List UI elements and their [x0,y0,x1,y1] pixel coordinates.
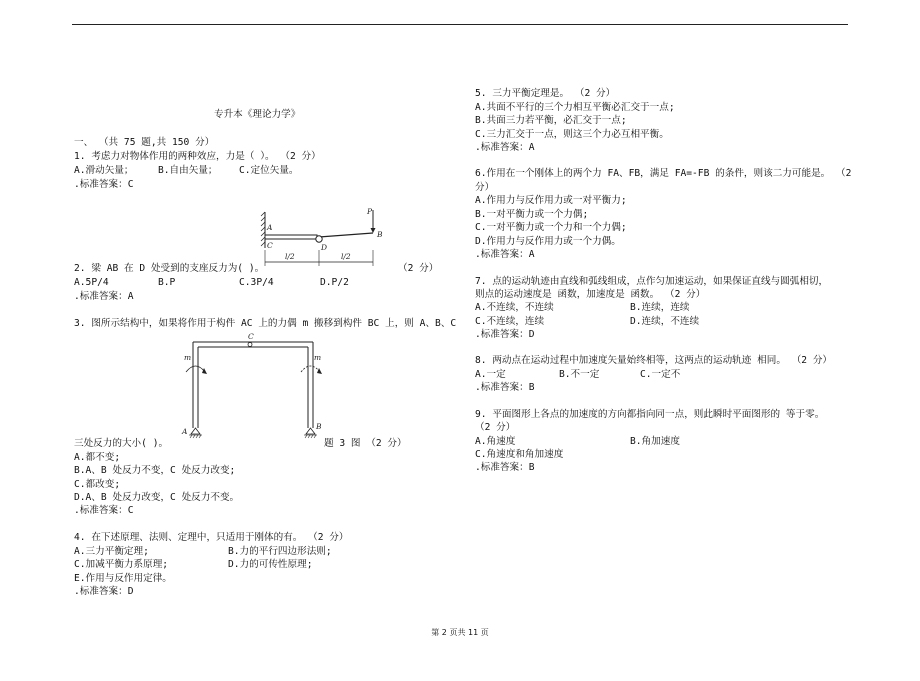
label-b: B [316,422,322,431]
label-a: A [182,427,188,436]
label-c: C [248,332,254,341]
q4-option-a: A.三力平衡定理; [74,546,149,557]
dimension-label-1: l/2 [285,252,295,261]
q2-score: （2 分） [398,263,439,274]
question-6-stem: 6.作用在一个刚体上的两个力 FA、FB，满足 FA=-FB 的条件，则该二力可能是。 （2 [475,168,852,179]
couple-m-right [301,366,320,372]
question-8-stem: 8. 两动点在运动过程中加速度矢量始终相等，这两点的运动轨迹 相同。 （2 分） [475,355,833,366]
q5-option-a: A.共面不平行的三个力相互平衡必汇交于一点; [475,102,675,113]
q9-option-c: C.角速度和角加速度 [475,449,564,460]
q4-option-c: C.加减平衡力系原理; [74,559,169,570]
couple-m-left [186,366,205,372]
q4-option-e: E.作用与反作用定律。 [74,573,172,584]
figure-3-caption: 题 3 图 （2 分） [324,438,407,449]
frame-figure [178,330,328,442]
q3-option-c: C.都改变; [74,479,121,490]
question-3-stem: 3. 图所示结构中，如果将作用于构件 AC 上的力偶 m 搬移到构件 BC 上，则 A、B、C [74,318,457,329]
question-3-stem-continued: 三处反力的大小( )。 [74,438,169,449]
question-5-stem: 5. 三力平衡定理是。 （2 分） [475,88,616,99]
q7-option-a: A.不连续，不连续 [475,302,554,313]
q3-option-b: B.A、B 处反力不变，C 处反力改变; [74,465,236,476]
q9-option-b: B.角加速度 [630,436,680,447]
q4-option-b: B.力的平行四边形法则; [228,546,332,557]
q2-option-b: B.P [158,277,176,288]
question-7-stem-continued: 则点的运动速度是 函数，加速度是 函数。 （2 分） [475,289,706,300]
q7-option-d: D.连续，不连续 [630,316,700,327]
support-a-hatch [189,435,202,438]
header-rule [72,24,848,25]
q6-answer: .标准答案：A [475,249,535,260]
couple-m-right-arrowhead [317,368,322,374]
question-9-stem-continued: （2 分） [475,422,516,433]
question-2-stem: 2. 梁 AB 在 D 处受到的支座反力为( )。 [74,263,265,274]
q5-option-c: C.三力汇交于一点，则这三个力必互相平衡。 [475,129,669,140]
q8-option-b: B.不一定 [559,369,600,380]
label-m-left: m [184,353,192,362]
q6-option-a: A.作用力与反作用力或一对平衡力; [475,195,627,206]
force-p-arrowhead [371,228,376,233]
q2-option-c: C.3P/4 [239,277,274,288]
label-a: A [267,223,273,232]
q2-answer: .标准答案：A [74,291,134,302]
question-4-stem: 4. 在下述原理、法则、定理中，只适用于刚体的有。 （2 分） [74,532,349,543]
label-d: D [321,243,328,252]
q5-option-b: B.共面三力若平衡，必汇交于一点; [475,115,627,126]
q4-answer: .标准答案：D [74,586,134,597]
beam-segment-ad [265,235,317,239]
beam-segment-db [319,233,373,237]
question-7-stem: 7. 点的运动轨迹由直线和弧线组成，点作匀加速运动，如果保证直线与圆弧相切， [475,276,829,287]
q2-option-d: D.P/2 [320,277,349,288]
label-b: B [377,230,383,239]
q8-option-a: A.一定 [475,369,506,380]
q1-option-c: C.定位矢量。 [239,165,299,176]
q3-answer: .标准答案：C [74,505,134,516]
label-p: P [367,207,373,216]
page-footer: 第 2 页共 11 页 [431,628,489,637]
q1-option-b: B.自由矢量； [158,165,218,176]
q5-answer: .标准答案：A [475,142,535,153]
q6-option-d: D.作用力与反作用力或一个力偶。 [475,236,621,247]
q3-option-a: A.都不变; [74,452,121,463]
label-c: C [267,241,273,250]
support-b-hatch [304,435,317,438]
q3-option-d: D.A、B 处反力改变，C 处反力不变。 [74,492,240,503]
document-title: 专升本《理论力学》 [214,109,301,120]
wall-hatch [261,212,265,246]
q6-option-c: C.一对平衡力或一个力和一个力偶; [475,222,627,233]
beam-figure [255,204,395,266]
q7-option-b: B.连续，连续 [630,302,690,313]
q7-answer: .标准答案：D [475,329,535,340]
q6-option-b: B.一对平衡力或一个力偶; [475,209,589,220]
couple-m-left-arrowhead [202,368,207,374]
question-9-stem: 9. 平面图形上各点的加速度的方向都指向同一点，则此瞬时平面图形的 等于零。 [475,409,825,420]
q1-answer: .标准答案：C [74,179,134,190]
label-m-right: m [314,353,322,362]
q9-option-a: A.角速度 [475,436,516,447]
q9-answer: .标准答案：B [475,462,535,473]
q8-option-c: C.一定不 [640,369,681,380]
q8-answer: .标准答案：B [475,382,535,393]
support-b [306,428,315,434]
hinge-d [316,236,322,242]
question-6-stem-continued: 分） [475,182,495,193]
dimension-label-2: l/2 [341,252,351,261]
q1-option-a: A.滑动矢量； [74,165,134,176]
section-heading: 一、 （共 75 题,共 150 分） [74,137,215,148]
question-1-stem: 1. 考虑力对物体作用的两种效应，力是（ ）。 （2 分） [74,151,321,162]
support-a [191,428,200,434]
q4-option-d: D.力的可传性原理; [228,559,313,570]
q7-option-c: C.不连续，连续 [475,316,545,327]
hinge-c [248,343,252,347]
q2-option-a: A.5P/4 [74,277,109,288]
frame-members [193,342,313,428]
